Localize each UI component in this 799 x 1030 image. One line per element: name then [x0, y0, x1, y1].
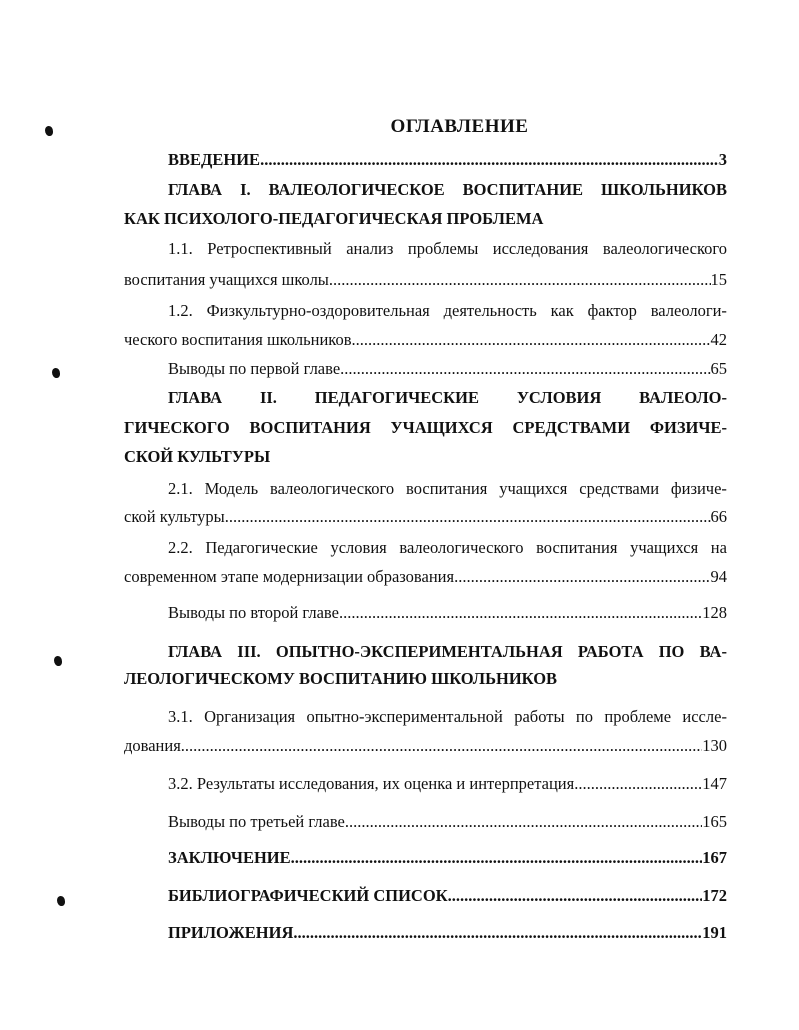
toc-page-number: 128: [702, 603, 727, 622]
section-1-1-line2[interactable]: [124, 267, 727, 293]
toc-entry-title: ской культуры: [124, 507, 225, 526]
word: ГЛАВА: [168, 388, 223, 407]
word: 1.2.: [168, 301, 193, 320]
scan-mark: [45, 126, 53, 136]
toc-entry-title: дования: [124, 736, 181, 755]
word: ГИЧЕСКОГО: [124, 418, 230, 437]
dot-leader: [352, 327, 711, 353]
word: валеологи-: [650, 301, 727, 320]
page-title: ОГЛАВЛЕНИЕ: [390, 116, 529, 137]
word: ПЕДАГОГИЧЕСКИЕ: [314, 388, 479, 407]
toc-entry-title: Выводы по первой главе: [168, 359, 341, 378]
chapter-3-heading-line2[interactable]: ЛЕОЛОГИЧЕСКОМУ ВОСПИТАНИЮ ШКОЛЬНИКОВ: [124, 669, 558, 688]
word: 3.1.: [168, 707, 193, 726]
word: I.: [240, 180, 251, 199]
scan-mark: [57, 896, 65, 906]
chapter-1-summary[interactable]: [168, 356, 727, 382]
toc-page-number: 66: [710, 507, 727, 526]
section-2-2-line2[interactable]: [124, 564, 727, 590]
word: валеологического: [602, 239, 727, 258]
dot-leader: [293, 920, 702, 946]
toc-entry-title: Выводы по второй главе: [168, 603, 339, 622]
chapter-2-heading-line2[interactable]: [124, 415, 727, 441]
chapter-2-heading-line3[interactable]: СКОЙ КУЛЬТУРЫ: [124, 447, 271, 466]
chapter-2-heading-line1[interactable]: [168, 385, 727, 411]
toc-entry-title: ПРИЛОЖЕНИЯ: [168, 923, 294, 942]
section-1-1-line1[interactable]: [168, 236, 727, 262]
word: валеологического: [399, 538, 524, 557]
word: Ретроспективный: [207, 239, 332, 258]
dot-leader: [454, 564, 710, 590]
dot-leader: [574, 771, 702, 797]
dot-leader: [181, 733, 702, 759]
dot-leader: [448, 883, 703, 909]
toc-page-number: 3: [718, 150, 727, 169]
word: Физкультурно-оздоровительная: [206, 301, 430, 320]
toc-entry-title: ВВЕДЕНИЕ: [168, 150, 261, 169]
section-3-2[interactable]: [168, 771, 727, 797]
word: на: [710, 538, 727, 557]
dot-leader: [339, 600, 702, 626]
word: воспитания: [536, 538, 618, 557]
word: ВАЛЕОЛОГИЧЕСКОЕ: [268, 180, 445, 199]
word: проблемы: [407, 239, 479, 258]
word: работы: [514, 707, 565, 726]
word: ФИЗИЧЕ-: [649, 418, 727, 437]
word: фактор: [587, 301, 637, 320]
dot-leader: [225, 504, 711, 530]
toc-entry-title: Выводы по третьей главе: [168, 812, 345, 831]
toc-page-number: 130: [702, 736, 727, 755]
word: III.: [237, 642, 261, 661]
word: ВА-: [699, 642, 727, 661]
dot-leader: [260, 147, 719, 173]
section-1-2-line1[interactable]: [168, 298, 727, 324]
scan-mark: [52, 368, 60, 378]
section-3-1-line1[interactable]: [168, 704, 727, 730]
word: воспитания: [406, 479, 488, 498]
word: учащихся: [499, 479, 568, 498]
toc-entry-title: 3.2. Результаты исследования, их оценка и интерпретация: [168, 774, 575, 793]
toc-entry-title: ческого воспитания школьников: [124, 330, 352, 349]
toc-page-number: 191: [702, 923, 727, 942]
word: деятельность: [443, 301, 537, 320]
word: ПО: [658, 642, 685, 661]
word: анализ: [346, 239, 394, 258]
toc-page-number: 94: [710, 567, 727, 586]
word: физиче-: [670, 479, 727, 498]
chapter-2-summary[interactable]: [168, 600, 727, 626]
word: валеологического: [270, 479, 395, 498]
word: Педагогические: [205, 538, 318, 557]
word: ВОСПИТАНИЯ: [249, 418, 371, 437]
chapter-3-summary[interactable]: [168, 809, 727, 835]
word: проблеме: [604, 707, 672, 726]
dot-leader: [329, 267, 711, 293]
dot-leader: [345, 809, 702, 835]
word: 2.2.: [168, 538, 193, 557]
chapter-3-heading-line1[interactable]: [168, 639, 727, 665]
word: РАБОТА: [577, 642, 644, 661]
toc-page-number: 165: [702, 812, 727, 831]
toc-entry-title: БИБЛИОГРАФИЧЕСКИЙ СПИСОК: [168, 886, 448, 905]
toc-page-number: 65: [710, 359, 727, 378]
word: УСЛОВИЯ: [516, 388, 602, 407]
section-2-1-line2[interactable]: [124, 504, 727, 530]
dot-leader: [340, 356, 710, 382]
word: 1.1.: [168, 239, 193, 258]
toc-entry-appendix[interactable]: [168, 920, 727, 946]
toc-entry-title: воспитания учащихся школы: [124, 270, 329, 289]
dot-leader: [291, 845, 703, 871]
word: опытно-экспериментальной: [306, 707, 503, 726]
word: учащихся: [630, 538, 699, 557]
toc-page-number: 147: [702, 774, 727, 793]
chapter-1-heading-line1[interactable]: [168, 177, 727, 203]
word: средствами: [579, 479, 660, 498]
word: ОПЫТНО-ЭКСПЕРИМЕНТАЛЬНАЯ: [275, 642, 563, 661]
toc-page-number: 172: [702, 886, 727, 905]
word: ВАЛЕОЛО-: [639, 388, 727, 407]
word: ВОСПИТАНИЕ: [462, 180, 584, 199]
word: по: [575, 707, 594, 726]
section-3-1-line2[interactable]: [124, 733, 727, 759]
toc-entry-conclusion[interactable]: [168, 845, 727, 871]
word: иссле-: [682, 707, 727, 726]
word: УЧАЩИХСЯ: [390, 418, 493, 437]
word: Модель: [204, 479, 259, 498]
word: как: [550, 301, 574, 320]
section-2-2-line1[interactable]: [168, 535, 727, 561]
toc-entry-title: ЗАКЛЮЧЕНИЕ: [168, 848, 291, 867]
toc-entry-intro[interactable]: [168, 147, 727, 173]
word: ГЛАВА: [168, 180, 223, 199]
toc-page-number: 42: [710, 330, 727, 349]
section-2-1-line1[interactable]: [168, 476, 727, 502]
toc-entry-title: современном этапе модернизации образования: [124, 567, 455, 586]
toc-page-number: 167: [702, 848, 727, 867]
word: исследования: [492, 239, 589, 258]
word: 2.1.: [168, 479, 193, 498]
word: Организация: [204, 707, 296, 726]
chapter-1-heading-line2[interactable]: КАК ПСИХОЛОГО-ПЕДАГОГИЧЕСКАЯ ПРОБЛЕМА: [124, 209, 544, 228]
toc-entry-bibliography[interactable]: [168, 883, 727, 909]
word: ГЛАВА: [168, 642, 223, 661]
word: условия: [330, 538, 387, 557]
word: СРЕДСТВАМИ: [512, 418, 631, 437]
word: ШКОЛЬНИКОВ: [601, 180, 727, 199]
toc-page-number: 15: [710, 270, 727, 289]
scan-mark: [54, 656, 62, 666]
section-1-2-line2[interactable]: [124, 327, 727, 353]
word: II.: [259, 388, 277, 407]
